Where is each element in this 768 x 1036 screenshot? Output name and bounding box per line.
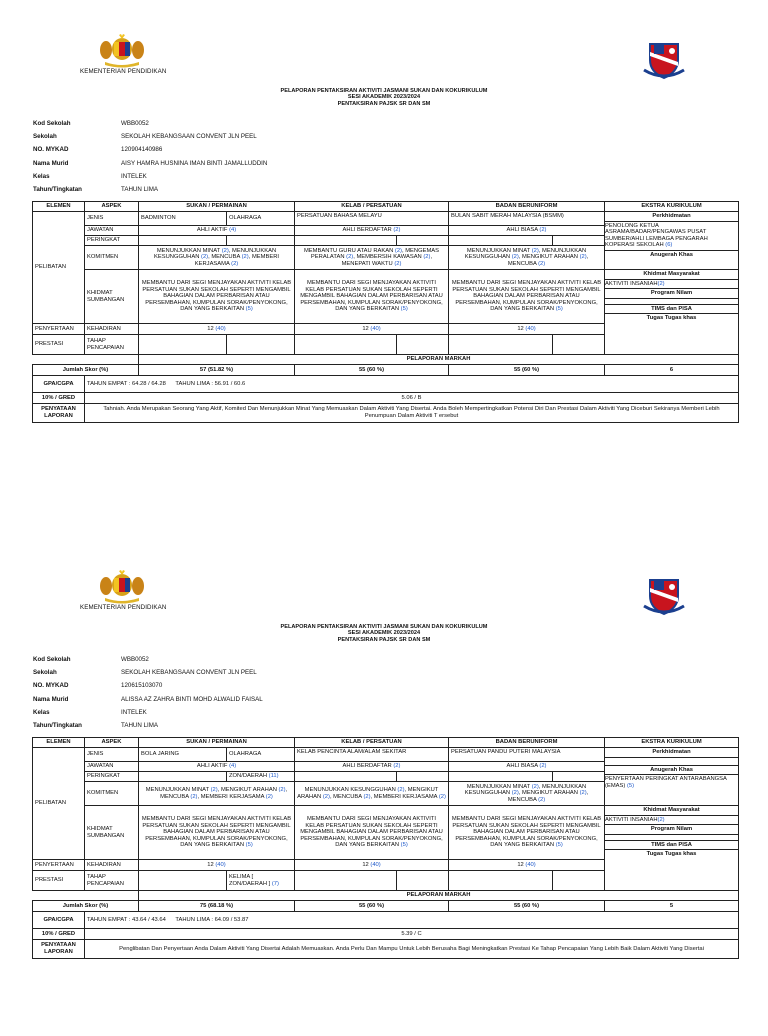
- badan-peringkat-2: [553, 772, 605, 782]
- assessment-table: [32, 201, 739, 423]
- sekolah-value: SEKOLAH KEBANGSAAN CONVENT JLN PEEL: [121, 669, 257, 677]
- header-sukan: SUKAN / PERMAINAN: [139, 202, 295, 212]
- sukan-khidmat: MEMBANTU DARI SEGI MENJAYAKAN AKTIVITI KELAB PERSATUAN SUKAN SEKOLAH SEPERTI MENGAMBIL BAHAGIAN DALAM PERBARISAN ATAU PERSEMBAHAN, KUMPULAN SORAK/PENYOKONG, DAN YANG BERKAITAN (5): [139, 806, 295, 860]
- kelab-tahap-2: [397, 335, 449, 355]
- kod-sekolah-value: WBB0052: [121, 656, 149, 664]
- elemen-prestasi: PRESTASI: [33, 871, 85, 891]
- aspek-jenis: JENIS: [85, 212, 139, 226]
- sukan-tahap: [227, 335, 295, 355]
- mykad-label: NO. MYKAD: [33, 146, 69, 154]
- ekstra-perkhidmatan-label: Perkhidmatan: [652, 213, 691, 219]
- pelaporan-markah-heading: PELAPORAN MARKAH: [139, 355, 739, 365]
- kelas-value: INTELEK: [121, 708, 147, 716]
- badan-skor: 55 (60 %): [449, 901, 605, 912]
- badan-peringkat-1: [449, 772, 553, 782]
- table-row: [33, 270, 739, 324]
- ekstra-skor: 6: [605, 365, 739, 376]
- report-sheet-1: [0, 0, 768, 500]
- badan-kehadiran: 12 (40): [449, 860, 605, 871]
- kelab-tahap-2: [397, 871, 449, 891]
- score-number: (5): [626, 782, 635, 789]
- sukan-kehadiran: 12 (40): [139, 860, 295, 871]
- table-row: [33, 748, 739, 762]
- badan-jawatan: AHLI BIASA (2): [449, 226, 605, 236]
- report-sheet-2: [0, 536, 768, 1036]
- sukan-jenis-2: OLAHRAGA: [227, 212, 295, 226]
- ministry-label: KEMENTERIAN PENDIDIKAN: [80, 68, 167, 75]
- pelaporan-markah-heading: PELAPORAN MARKAH: [139, 891, 739, 901]
- ministry-label: KEMENTERIAN PENDIDIKAN: [80, 604, 167, 611]
- gred-label: 10% / GRED: [33, 393, 85, 404]
- jumlah-skor-label: Jumlah Skor (%): [33, 901, 139, 912]
- kelas-label: Kelas: [33, 172, 50, 180]
- tahun-value: TAHUN LIMA: [121, 721, 159, 729]
- aspek-khidmat: KHIDMAT SUMBANGAN: [85, 270, 139, 324]
- report-title: PELAPORAN PENTAKSIRAN AKTIVITI JASMANI SUKAN DAN KOKURIKULUM: [280, 624, 488, 630]
- elemen-penyertaan: PENYERTAAN: [33, 324, 85, 335]
- header-kelab: KELAB / PERSATUAN: [295, 738, 449, 748]
- sukan-jenis-2: OLAHRAGA: [227, 748, 295, 762]
- aspek-jawatan: JAWATAN: [85, 762, 139, 772]
- elemen-pelibatan: PELIBATAN: [33, 212, 85, 324]
- aspek-komitmen: KOMITMEN: [85, 782, 139, 806]
- pelaporan-spacer: [33, 355, 139, 365]
- sukan-tahap-1: [139, 335, 227, 355]
- gred-value: 5.39 / C: [85, 929, 739, 940]
- kelab-peringkat-2: [397, 772, 449, 782]
- kelas-value: INTELEK: [121, 172, 147, 180]
- sukan-peringkat: [227, 236, 295, 246]
- kelab-tahap-1: [295, 871, 397, 891]
- badan-tahap-2: [553, 335, 605, 355]
- sukan-komitmen: MENUNJUKKAN MINAT (2), MENGIKUT ARAHAN (2), MENCUBA (2), MEMBERI KERJASAMA (2): [139, 782, 295, 806]
- kelab-kehadiran: 12 (40): [295, 324, 449, 335]
- ekstra-tugas-label: Tugas Tugas khas: [605, 849, 739, 859]
- kelab-peringkat-1: [295, 236, 397, 246]
- aspek-peringkat: PERINGKAT: [85, 772, 139, 782]
- kelab-peringkat-1: [295, 772, 397, 782]
- report-title: PELAPORAN PENTAKSIRAN AKTIVITI JASMANI SUKAN DAN KOKURIKULUM: [280, 88, 488, 94]
- sukan-peringkat-1: [139, 772, 227, 782]
- ekstra-skor: 5: [605, 901, 739, 912]
- tahun-label: Tahun/Tingkatan: [33, 721, 82, 729]
- header-aspek: ASPEK: [85, 738, 139, 748]
- kelab-jenis: PERSATUAN BAHASA MELAYU: [295, 212, 449, 226]
- sukan-komitmen: MENUNJUKKAN MINAT (2), MENUNJUKKAN KESUNGGUHAN (2), MENCUBA (2), MEMBERI KERJASAMA (2): [139, 246, 295, 270]
- ekstra-khidmat-value: AKTIVITI INSANIAH(2): [605, 815, 739, 825]
- aspek-kehadiran: KEHADIRAN: [85, 324, 139, 335]
- ekstra-perkhidmatan-value: [605, 757, 739, 765]
- table-row: [33, 376, 739, 393]
- malaysia-coat-of-arms-icon: [97, 569, 147, 605]
- ekstra-nilam-label: Program Nilam: [605, 824, 739, 834]
- tahun-label: Tahun/Tingkatan: [33, 185, 82, 193]
- assessment-table: [32, 737, 739, 959]
- gpa-label: GPA/CGPA: [33, 376, 85, 393]
- ekstra-tims-label: TIMS dan PISA: [605, 840, 739, 850]
- table-row: [33, 212, 739, 226]
- ekstra-khidmat-value: AKTIVITI INSANIAH(2): [605, 279, 739, 289]
- ekstra-top-cell: [605, 748, 739, 806]
- elemen-pelibatan: PELIBATAN: [33, 748, 85, 860]
- kelab-komitmen: MENUNJUKKAN KESUNGGUHAN (2), MENGIKUT ARAHAN (2), MENCUBA (2), MEMBERI KERJASAMA (2): [295, 782, 449, 806]
- badan-khidmat: MEMBANTU DARI SEGI MENJAYAKAN AKTIVITI KELAB PERSATUAN SUKAN SEKOLAH SEPERTI MENGAMBIL BAHAGIAN DALAM PERBARISAN ATAU PERSEMBAHAN, KUMPULAN SORAK/PENYOKONG, DAN YANG BERKAITAN (5): [449, 270, 605, 324]
- pelaporan-spacer: [33, 891, 139, 901]
- sukan-jenis: BADMINTON: [139, 212, 227, 226]
- table-row: [33, 365, 739, 376]
- header-elemen: ELEMEN: [33, 202, 85, 212]
- header-ekstra: EKSTRA KURIKULUM: [605, 202, 739, 212]
- aspek-khidmat: KHIDMAT SUMBANGAN: [85, 806, 139, 860]
- score-number: (6): [665, 242, 673, 249]
- report-titles: [0, 624, 768, 643]
- nama-label: Nama Murid: [33, 695, 69, 703]
- table-row: [33, 355, 739, 365]
- gpa-value: TAHUN EMPAT : 43.64 / 43.64 TAHUN LIMA : 64.09 / 53.87: [85, 912, 739, 929]
- sukan-jawatan: AHLI AKTIF (4): [139, 762, 295, 772]
- sukan-tahap-1: [139, 871, 227, 891]
- ekstra-khidmat-label: Khidmat Masyarakat: [643, 271, 700, 277]
- ekstra-tugas-label: Tugas Tugas khas: [605, 313, 739, 323]
- sukan-skor: 57 (51.82 %): [139, 365, 295, 376]
- kelab-tahap-1: [295, 335, 397, 355]
- sekolah-label: Sekolah: [33, 669, 57, 677]
- school-shield-icon: [640, 40, 688, 80]
- jumlah-skor-label: Jumlah Skor (%): [33, 365, 139, 376]
- score-number: (2): [657, 280, 665, 287]
- score-number: (11): [268, 773, 279, 780]
- kod-sekolah-value: WBB0052: [121, 120, 149, 128]
- report-subtitle: PENTAKSIRAN PAJSK SR DAN SM: [337, 636, 431, 643]
- report-titles: [0, 88, 768, 107]
- nama-value: ALISSA AZ ZAHRA BINTI MOHD ALWALID FAISAL: [121, 695, 263, 703]
- kelab-jenis: KELAB PENCINTA ALAM/ALAM SEKITAR: [295, 748, 449, 762]
- ekstra-anugerah-label: Anugerah Khas: [605, 765, 739, 775]
- badan-khidmat: MEMBANTU DARI SEGI MENJAYAKAN AKTIVITI KELAB PERSATUAN SUKAN SEKOLAH SEPERTI MENGAMBIL BAHAGIAN DALAM PERBARISAN ATAU PERSEMBAHAN, KUMPULAN SORAK/PENYOKONG, DAN YANG BERKAITAN (5): [449, 806, 605, 860]
- header-ekstra: EKSTRA KURIKULUM: [605, 738, 739, 748]
- ekstra-perkhidmatan-label: Perkhidmatan: [652, 749, 691, 755]
- malaysia-coat-of-arms-icon: [97, 33, 147, 69]
- gred-value: 5.06 / B: [85, 393, 739, 404]
- header-elemen: ELEMEN: [33, 738, 85, 748]
- table-header-row: [33, 202, 739, 212]
- mykad-value: 120615103070: [121, 682, 163, 690]
- sukan-skor: 75 (68.18 %): [139, 901, 295, 912]
- sukan-peringkat: ZON/DAERAH (11): [227, 772, 295, 782]
- badan-jenis: BULAN SABIT MERAH MALAYSIA (BSMM): [449, 212, 605, 226]
- student-info: [33, 117, 267, 196]
- score-number: (2): [657, 816, 665, 823]
- kelab-peringkat-2: [397, 236, 449, 246]
- badan-jawatan: AHLI BIASA (2): [449, 762, 605, 772]
- student-info: [33, 653, 263, 732]
- kelab-komitmen: MEMBANTU GURU ATAU RAKAN (2), MENGEMAS PERALATAN (2), MEMBERSIH KAWASAN (2), MENEPATI WAKTU (2): [295, 246, 449, 270]
- gpa-value: TAHUN EMPAT : 64.28 / 64.28 TAHUN LIMA : 56.91 / 60.6: [85, 376, 739, 393]
- tahun-value: TAHUN LIMA: [121, 185, 159, 193]
- badan-peringkat-1: [449, 236, 553, 246]
- badan-skor: 55 (60 %): [449, 365, 605, 376]
- table-row: [33, 901, 739, 912]
- score-number: (7): [271, 880, 279, 887]
- elemen-penyertaan: PENYERTAAN: [33, 860, 85, 871]
- ekstra-tims-label: TIMS dan PISA: [605, 304, 739, 314]
- sukan-jawatan: AHLI AKTIF (4): [139, 226, 295, 236]
- badan-peringkat-2: [553, 236, 605, 246]
- table-row: [33, 912, 739, 929]
- kelab-khidmat: MEMBANTU DARI SEGI MENJAYAKAN AKTIVITI KELAB PERSATUAN SUKAN SEKOLAH SEPERTI MENGAMBIL BAHAGIAN DALAM PERBARISAN ATAU PERSEMBAHAN, KUMPULAN SORAK/PENYOKONG, DAN YANG BERKAITAN (5): [295, 270, 449, 324]
- badan-jenis: PERSATUAN PANDU PUTERI MALAYSIA: [449, 748, 605, 762]
- kelab-khidmat: MEMBANTU DARI SEGI MENJAYAKAN AKTIVITI KELAB PERSATUAN SUKAN SEKOLAH SEPERTI MENGAMBIL BAHAGIAN DALAM PERBARISAN ATAU PERSEMBAHAN, KUMPULAN SORAK/PENYOKONG, DAN YANG BERKAITAN (5): [295, 806, 449, 860]
- table-row: [33, 806, 739, 860]
- table-row: [33, 940, 739, 959]
- ekstra-khidmat-label: Khidmat Masyarakat: [643, 807, 700, 813]
- header-badan: BADAN BERUNIFORM: [449, 738, 605, 748]
- badan-tahap-2: [553, 871, 605, 891]
- aspek-jawatan: JAWATAN: [85, 226, 139, 236]
- table-row: [33, 929, 739, 940]
- header-aspek: ASPEK: [85, 202, 139, 212]
- sukan-khidmat: MEMBANTU DARI SEGI MENJAYAKAN AKTIVITI KELAB PERSATUAN SUKAN SEKOLAH SEPERTI MENGAMBIL BAHAGIAN DALAM PERBARISAN ATAU PERSEMBAHAN, KUMPULAN SORAK/PENYOKONG, DAN YANG BERKAITAN (5): [139, 270, 295, 324]
- ekstra-anugerah-label: Anugerah Khas: [605, 250, 739, 260]
- aspek-peringkat: PERINGKAT: [85, 236, 139, 246]
- aspek-tahap: TAHAP PENCAPAIAN: [85, 871, 139, 891]
- table-header-row: [33, 738, 739, 748]
- kelab-kehadiran: 12 (40): [295, 860, 449, 871]
- gpa-label: GPA/CGPA: [33, 912, 85, 929]
- header-kelab: KELAB / PERSATUAN: [295, 202, 449, 212]
- sekolah-value: SEKOLAH KEBANGSAAN CONVENT JLN PEEL: [121, 133, 257, 141]
- ekstra-nilam-label: Program Nilam: [605, 288, 739, 298]
- badan-tahap-1: [449, 335, 553, 355]
- report-session: SESI AKADEMIK 2023/2024: [347, 94, 421, 101]
- badan-tahap-1: [449, 871, 553, 891]
- mykad-label: NO. MYKAD: [33, 682, 69, 690]
- aspek-tahap: TAHAP PENCAPAIAN: [85, 335, 139, 355]
- table-row: [33, 393, 739, 404]
- sukan-kehadiran: 12 (40): [139, 324, 295, 335]
- kelab-skor: 55 (60 %): [295, 365, 449, 376]
- ekstra-bottom-cell: [605, 806, 739, 891]
- mykad-value: 120904140986: [121, 146, 163, 154]
- ekstra-top-cell: [605, 212, 739, 270]
- kelab-skor: 55 (60 %): [295, 901, 449, 912]
- kelas-label: Kelas: [33, 708, 50, 716]
- school-shield-icon: [640, 576, 688, 616]
- kod-sekolah-label: Kod Sekolah: [33, 120, 71, 128]
- penyataan-value: Penglibatan Dan Penyertaan Anda Dalam Aktiviti Yang Disertai Adalah Memuaskan. Anda Perlu Dan Mampu Untuk Lebih Berusaha Bagi Meningkatkan Prestasi Ke Tahap Pencapaian Yang Lebih Baik Dalam Aktiviti Yang Disertai: [85, 940, 739, 959]
- report-session: SESI AKADEMIK 2023/2024: [347, 630, 421, 637]
- badan-kehadiran: 12 (40): [449, 324, 605, 335]
- elemen-prestasi: PRESTASI: [33, 335, 85, 355]
- ekstra-perkhidmatan-value: PENOLONG KETUA ASRAMA/BADAR/PENGAWAS PUSAT SUMBER/AHLI LEMBAGA PENGARAH KOPERASI SEKOLAH (6): [605, 221, 739, 250]
- penyataan-value: Tahniah. Anda Merupakan Seorang Yang Aktif, Komited Dan Menunjukkan Minat Yang Memuaskan Dalam Aktiviti Yang Disertai. Anda Boleh Mempertingkatkan Potensi Diri Dan Prestasi Dalam Aktiviti Yang Diceburi Sekiranya Memberi Lebih Penumpuan Dalam Aktiviti T ersebut: [85, 404, 739, 423]
- aspek-komitmen: KOMITMEN: [85, 246, 139, 270]
- penyataan-label: PENYATAAN LAPORAN: [33, 404, 85, 423]
- sukan-tahap: KELIMA [ ZON/DAERAH ] (7): [227, 871, 295, 891]
- gred-label: 10% / GRED: [33, 929, 85, 940]
- kod-sekolah-label: Kod Sekolah: [33, 656, 71, 664]
- ekstra-bottom-cell: [605, 270, 739, 355]
- penyataan-label: PENYATAAN LAPORAN: [33, 940, 85, 959]
- table-row: [33, 404, 739, 423]
- ekstra-peringkat-value: PENYERTAAN PERINGKAT ANTARABANGSA (EMAS) (5): [605, 774, 739, 790]
- header-sukan: SUKAN / PERMAINAN: [139, 738, 295, 748]
- badan-komitmen: MENUNJUKKAN MINAT (2), MENUNJUKKAN KESUNGGUHAN (2), MENGIKUT ARAHAN (2), MENCUBA (2): [449, 246, 605, 270]
- sekolah-label: Sekolah: [33, 133, 57, 141]
- header-badan: BADAN BERUNIFORM: [449, 202, 605, 212]
- kelab-jawatan: AHLI BERDAFTAR (2): [295, 226, 449, 236]
- nama-label: Nama Murid: [33, 159, 69, 167]
- sukan-peringkat-1: [139, 236, 227, 246]
- aspek-kehadiran: KEHADIRAN: [85, 860, 139, 871]
- report-subtitle: PENTAKSIRAN PAJSK SR DAN SM: [337, 100, 431, 107]
- kelab-jawatan: AHLI BERDAFTAR (2): [295, 762, 449, 772]
- badan-komitmen: MENUNJUKKAN MINAT (2), MENUNJUKKAN KESUNGGUHAN (2), MENGIKUT ARAHAN (2), MENCUBA (2): [449, 782, 605, 806]
- nama-value: AISY HAMRA HUSNINA IMAN BINTI JAMALLUDDIN: [121, 159, 268, 167]
- sukan-jenis: BOLA JARING: [139, 748, 227, 762]
- table-row: [33, 891, 739, 901]
- aspek-jenis: JENIS: [85, 748, 139, 762]
